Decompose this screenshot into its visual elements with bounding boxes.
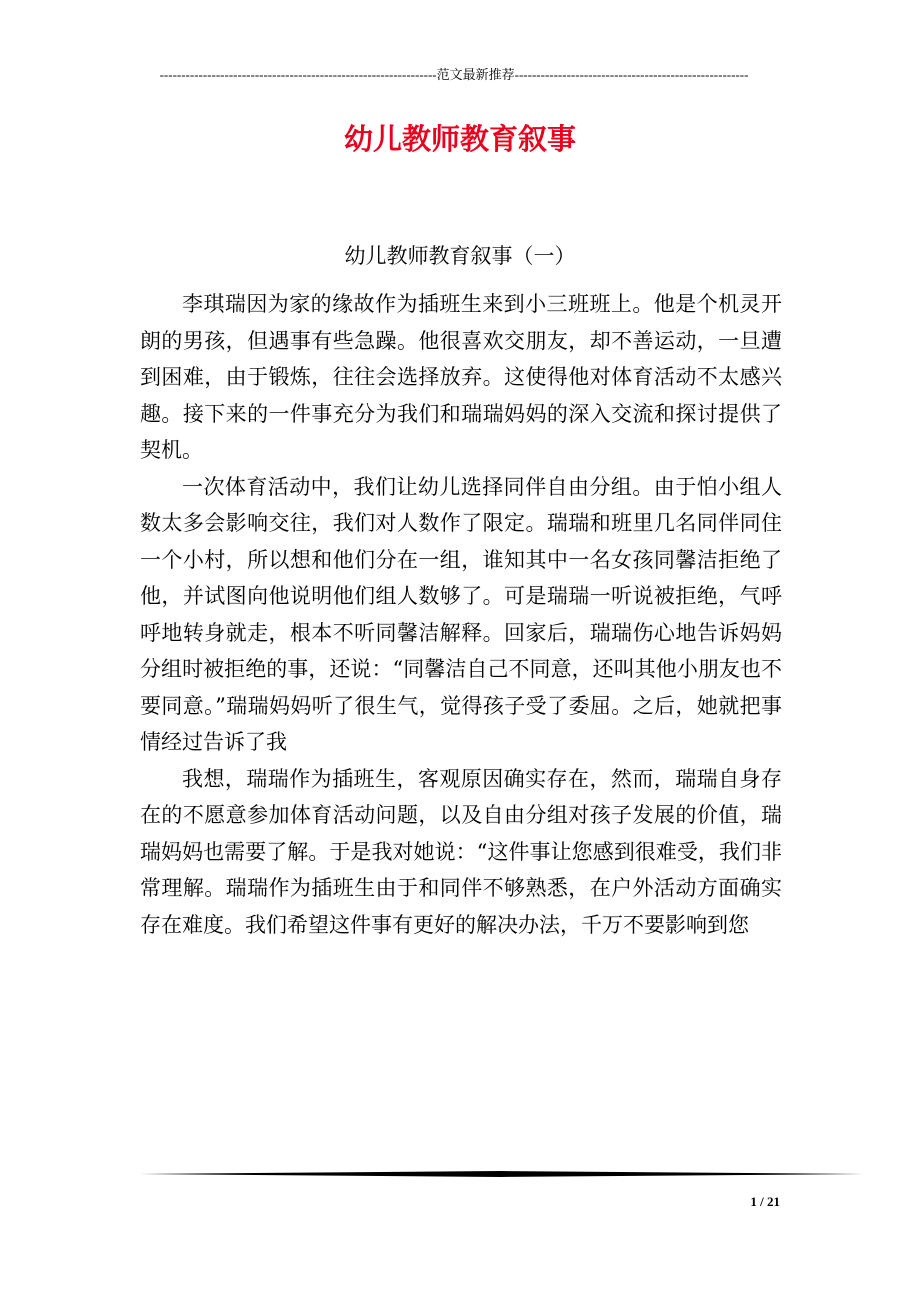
header-line: ----------------------------------------------------------------范文最新推荐------------------------------------------------------ (159, 67, 749, 82)
paragraph: 我想，瑞瑞作为插班生，客观原因确实存在，然而，瑞瑞自身存在的不愿意参加体育活动问题，以及自由分组对孩子发展的价值，瑞瑞妈妈也需要了解。于是我对她说：“这件事让您感到很难受，我们非常理解。瑞瑞作为插班生由于和同伴不够熟悉，在户外活动方面确实存在难度。我们希望这件事有更好的解决办法，千万不要影响到您 (140, 766, 782, 937)
body-text (140, 286, 782, 943)
paragraph: 李琪瑞因为家的缘故作为插班生来到小三班班上。他是个机灵开朗的男孩，但遇事有些急躁。他很喜欢交朋友，却不善运动，一旦遭到困难，由于锻炼，往往会选择放弃。这使得他对体育活动不太感兴趣。接下来的一件事充分为我们和瑞瑞妈妈的深入交流和探讨提供了契机。 (140, 292, 782, 462)
paragraph: 一次体育活动中，我们让幼儿选择同伴自由分组。由于怕小组人数太多会影响交往，我们对人数作了限定。瑞瑞和班里几名同伴同住一个小村，所以想和他们分在一组，谁知其中一名女孩同馨洁拒绝了他，并试图向他说明他们组人数够了。可是瑞瑞一听说被拒绝，气呼呼地转身就走，根本不听同馨洁解释。回家后，瑞瑞伤心地告诉妈妈分组时被拒绝的事，还说：“同馨洁自己不同意，还叫其他小朋友也不要同意。”瑞瑞妈妈听了很生气，觉得孩子受了委屈。之后，她就把事情经过告诉了我 (140, 474, 782, 754)
document-title: 幼儿教师教育叙事 (343, 122, 576, 156)
page-number: 1 / 21 (750, 1194, 780, 1209)
section-subtitle: 幼儿教师教育叙事（一） (344, 244, 576, 268)
footer-rule (140, 1168, 864, 1180)
